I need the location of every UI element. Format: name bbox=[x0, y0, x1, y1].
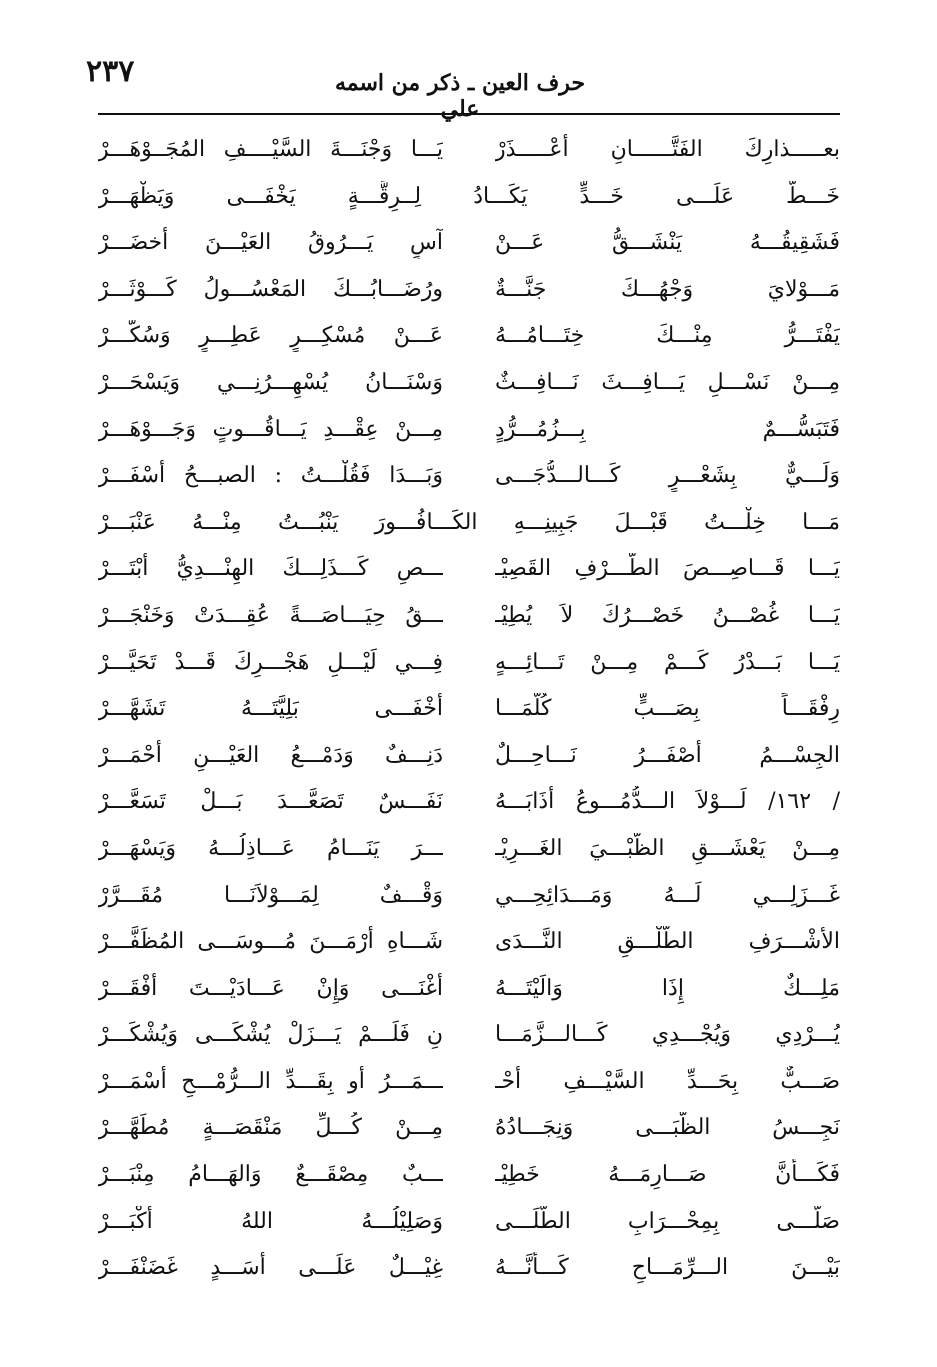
verse-second-hemistich: آسٍ يَـــرُوقُ العَيْـــنَ أخضَـــرْ bbox=[98, 230, 443, 256]
verse-line bbox=[98, 266, 840, 313]
verse-second-hemistich: شَـــاهِ أَرْمَـــنَ مُـــوسَـــى المُظَفَّـــرْ bbox=[98, 929, 443, 955]
verse-first-hemistich: / ١٦٢/ لَـــوْلاَ الـــدُّمُـــوعُ أَذَابَـــهُ bbox=[495, 789, 840, 815]
verse-line bbox=[98, 732, 840, 779]
running-title: حرف العين ـ ذكر من اسمه علي bbox=[334, 70, 586, 122]
verse-line bbox=[98, 173, 840, 220]
verse-line bbox=[98, 545, 840, 592]
verse-line bbox=[98, 778, 840, 825]
verse-first-hemistich: يَـــا غُصْـــنُ خَصْـــرُكَ لاَ يُطِيْـ bbox=[495, 602, 840, 628]
verse-first-hemistich: فَتَبَسُّـــمٌ بِـــزُمُـــرُّدٍ bbox=[495, 416, 840, 442]
verse-second-hemistich: ـــصِ كَـــذَلِـــكَ الهِنْـــدِيُّ أَبْتَـــرْ bbox=[98, 556, 443, 582]
verse-first-hemistich: نَجِـــسُ الظُّبَـــى وَنِجَـــادُهُ bbox=[495, 1115, 840, 1141]
verse-first-hemistich: فَشَقِيقُـــهُ يَنْشَـــقُّ عَـــنْ bbox=[495, 230, 840, 256]
verse-line bbox=[98, 1151, 840, 1198]
verse-second-hemistich: ـــقُ حِيَـــاصَـــةً عُقِـــدَتْ وَخَنْجَـــرْ bbox=[98, 602, 443, 628]
verse-first-hemistich: بَيْـــنَ الـــرِّمَـــاحِ كَـــأَنَّـــهُ bbox=[495, 1255, 840, 1281]
verse-second-hemistich: عَـــنْ مُسْكِـــرٍ عَطِـــرٍ وَسُكَّـــرْ bbox=[98, 323, 443, 349]
verse-first-hemistich: صَـــبٌّ بِحَـــدِّ السَّيْـــفِ أَحْـ bbox=[495, 1068, 840, 1094]
verse-line bbox=[98, 1104, 840, 1151]
verse-line bbox=[98, 1198, 840, 1245]
verse-first-hemistich: بعـــــذارِكَ الفَتَّــــــانِ أُعْـــــذَرْ bbox=[495, 137, 840, 162]
verse-line bbox=[98, 825, 840, 872]
verse-line bbox=[98, 639, 840, 686]
verse-second-hemistich: مِـــنْ عِقْـــدِ يَـــاقُـــوتٍ وَجَـــوْهَـــرْ bbox=[98, 416, 443, 442]
poem-verses bbox=[98, 126, 840, 1291]
verse-second-hemistich: نَفَـــسٌ تَصَعَّـــدَ بَـــلْ تَسَعَّـــرْ bbox=[98, 789, 443, 815]
verse-second-hemistich: ـــمَـــرُ أَو بِقَـــدِّ الـــرُّمْـــحِ أَسْمَـــرْ bbox=[98, 1068, 443, 1094]
verse-line bbox=[98, 685, 840, 732]
verse-line bbox=[98, 312, 840, 359]
verse-line bbox=[98, 359, 840, 406]
verse-second-hemistich: وَصَلِيْلُـــهُ اللهُ أَكْبَـــرْ bbox=[98, 1208, 443, 1234]
verse-line bbox=[98, 1058, 840, 1105]
verse-second-hemistich: ورُضَـــابُـــكَ المَعْسُـــولُ كَـــوْثَـــرْ bbox=[98, 276, 443, 302]
verse-first-hemistich: غَـــزَلِـــي لَـــهُ وَمَـــدَائِحِـــي bbox=[495, 882, 840, 908]
verse-second-hemistich: أَخْفَـــى بَلِيَّتَـــهُ تَشَهَّـــرْ bbox=[98, 696, 443, 722]
verse-second-hemistich: ـــرَ يَنَـــامُ عَـــاذِلُـــهُ وَيَسْهَـــرْ bbox=[98, 835, 443, 861]
verse-line bbox=[98, 499, 840, 546]
verse-first-hemistich: يَفْتَـــرُّ مِنْـــكَ خِتَـــامُـــهُ bbox=[495, 323, 840, 349]
verse-second-hemistich: نِ فَلَـــمْ يَـــزَلْ يُشْكَـــى وَيُشْكَـــرْ bbox=[98, 1022, 443, 1048]
verse-second-hemistich: يَـــا وَجْنَـــةَ السَّيْــــفِ المُجَــوْهَـــرْ bbox=[98, 137, 443, 162]
verse-first-hemistich: رِفْقَـــاً بِصَـــبٍّ كُلَّمَـــا bbox=[495, 696, 840, 722]
verse-first-hemistich: مِـــنْ يَعْشَـــقِ الظَّبْـــيَ الغَـــرِيْـ bbox=[495, 835, 840, 861]
verse-first-hemistich: فَكَـــأَنَّ صَـــارِمَـــهُ خَطِيْـ bbox=[495, 1162, 840, 1188]
verse-second-hemistich: وَقْـــفٌ لِمَـــوْلاَنَـــا مُقَـــرَّرْ bbox=[98, 882, 443, 908]
verse-line bbox=[98, 219, 840, 266]
verse-second-hemistich: مِـــنْ كُـــلِّ مَنْقَصَـــةٍ مُطَهَّـــرْ bbox=[98, 1115, 443, 1141]
verse-first-hemistich: يُـــرْدِي وَيُجْـــدِي كَـــالـــزَّمَـــا bbox=[495, 1022, 840, 1048]
verse-line bbox=[98, 965, 840, 1012]
verse-line bbox=[98, 592, 840, 639]
verse-second-hemistich: أَغْنَـــى وَإِنْ عَـــادَيْـــتَ أَفْقَـــرْ bbox=[98, 975, 443, 1001]
verse-first-hemistich: يَـــا بَـــدْرُ كَـــمْ مِـــنْ تَـــائِـــهٍ bbox=[495, 649, 840, 675]
page-number: ٢٣٧ bbox=[86, 54, 135, 89]
verse-line bbox=[98, 1011, 840, 1058]
verse-second-hemistich: وَبَـــدَا فَقُلْـــتُ : الصبـــحُ أسْفَـــرْ bbox=[98, 463, 443, 489]
verse-line bbox=[98, 1244, 840, 1291]
verse-full-line: مَـــا خِلْـــتُ قَبْـــلَ جَبِينِـــهِ الكَـــافُـــورَ يَنْبُـــتُ مِنْـــهُ عَنْبَـــرْ bbox=[98, 509, 840, 535]
verse-line bbox=[98, 126, 840, 173]
verse-line bbox=[98, 872, 840, 919]
verse-first-hemistich: وَلَـــيٌّ بِشَعْـــرٍ كَـــالـــدُّجَـــى bbox=[495, 463, 840, 489]
verse-line bbox=[98, 918, 840, 965]
verse-line bbox=[98, 406, 840, 453]
verse-second-hemistich: ـــبٌ مِصْقَـــعٌ وَالهَـــامُ مِنْبَـــرْ bbox=[98, 1162, 443, 1188]
verse-first-hemistich: الأَشْـــرَفِ الطَّلْـــقِ النَّـــدَى bbox=[495, 929, 840, 955]
verse-first-hemistich: يَـــا قَـــاصِـــصَ الطَّـــرْفِ القَصِيْـ bbox=[495, 556, 840, 582]
verse-line bbox=[98, 452, 840, 499]
verse-second-hemistich: فِـــي لَيْـــلِ هَجْـــرِكَ قَـــدْ تَحَيَّـــرْ bbox=[98, 649, 443, 675]
verse-first-hemistich: الجِسْـــمُ أَصْفَـــرُ نَـــاحِـــلٌ bbox=[495, 742, 840, 768]
header-rule bbox=[98, 113, 840, 115]
verse-second-hemistich: غِيْـــلٌ عَلَـــى أَسَـــدٍ غَضَنْفَـــرْ bbox=[98, 1255, 443, 1281]
verse-first-hemistich: صَلَّـــى بِمِحْـــرَابِ الطُّلَـــى bbox=[495, 1208, 840, 1234]
verse-second-hemistich: وَسْنَـــانُ يُسْهِـــرُنِـــي وَيَسْحَـــرْ bbox=[98, 369, 443, 395]
verse-full-line: خَـــطٌّ عَلَـــى خَـــدٍّ يَكَـــادُ لِــرِقَّـــةٍ يَخْفَـــى وَيَظْهَـــرْ bbox=[98, 183, 840, 209]
verse-second-hemistich: دَنِـــفٌ وَدَمْـــعُ العَيْـــنِ أَحْمَـــرْ bbox=[98, 742, 443, 768]
verse-first-hemistich: مَـــوْلايَ وَجْهُـــكَ جَنَّـــةٌ bbox=[495, 276, 840, 302]
verse-first-hemistich: مِـــنْ نَسْـــلِ يَـــافِـــثَ نَـــافِـــثٌ bbox=[495, 369, 840, 395]
verse-first-hemistich: مَلِـــكٌ إِذَا وَالَيْتَـــهُ bbox=[495, 975, 840, 1001]
